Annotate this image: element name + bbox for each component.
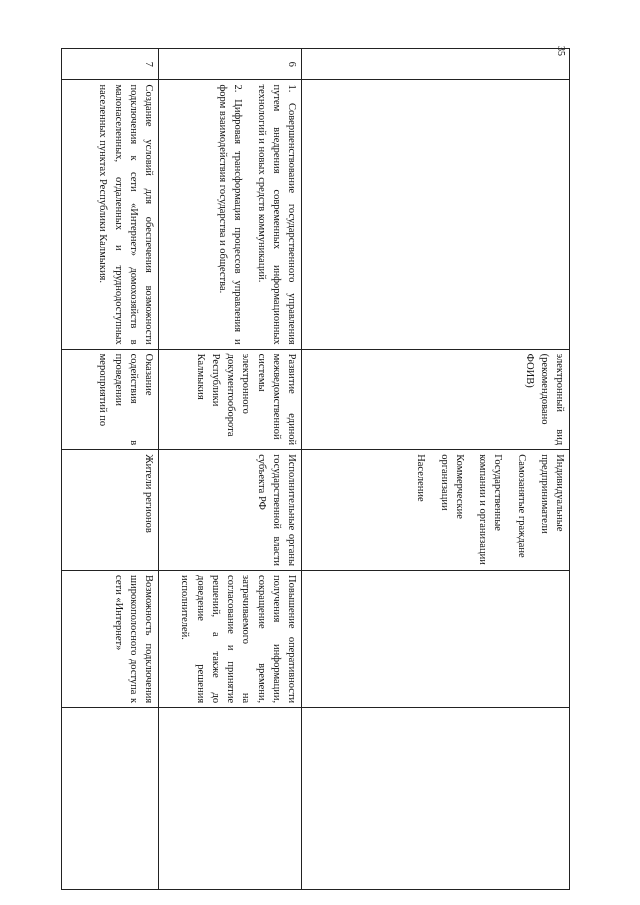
- user-entry: Коммерческие организации: [438, 454, 465, 519]
- measure-cell: Развитие единой межведомственной системы электронного документооборота Республики Калмыкия: [159, 349, 302, 450]
- user-entry: Жители регионов: [143, 454, 154, 533]
- row-number: [302, 49, 570, 80]
- users-cell: [159, 450, 302, 571]
- page-number: 35: [555, 46, 566, 56]
- effect-cell: Возможность подключения широкополосного доступа к сети «Интернет»: [62, 571, 159, 708]
- measure-cell: Оказание содействия в проведении мероприятий по: [62, 349, 159, 450]
- table-row: [62, 49, 159, 890]
- empty-cell: [302, 708, 570, 890]
- task-item: 2. Цифровая трансформация процессов управления и форм взаимодействия государства и общества.: [217, 84, 244, 345]
- user-entry: Исполнительные органы государственной власти субъекта РФ: [255, 454, 297, 567]
- empty-cell: [62, 708, 159, 890]
- empty-cell: [159, 708, 302, 890]
- measure-cell: электронный вид (рекомендовано ФОИВ): [302, 349, 570, 450]
- user-entry: Индивидуальные предприниматели: [538, 454, 565, 534]
- row-number: 7: [62, 49, 159, 80]
- tasks-cell: [62, 80, 159, 349]
- effect-cell: Повышение оперативности получения информации, сокращение времени, затрачиваемого на согласование и принятие решений, а также до доведение решения исполнителей.: [159, 571, 302, 708]
- table-row: [302, 49, 570, 890]
- user-entry: Государственные компании и организации: [477, 454, 504, 565]
- task-item: Создание условий для обеспечения возможности подключения к сети «Интернет» домохозяйств в малонаселенных, отдаленных и труднодоступных населенных пунктах Республики Калмыкия.: [97, 84, 154, 345]
- row-number: 6: [159, 49, 302, 80]
- task-item: 1. Совершенствование государственного управления путем внедрения современных информационных технологий и новых средств коммуникаций.: [255, 84, 297, 345]
- user-entry: Население: [415, 454, 427, 502]
- rotated-table-container: [50, 48, 570, 890]
- effect-cell: [302, 571, 570, 708]
- tasks-cell: [159, 80, 302, 349]
- users-cell: [62, 450, 159, 571]
- user-entry: Самозанятые граждане: [515, 454, 527, 558]
- table-row: [159, 49, 302, 890]
- measures-table: [61, 48, 570, 890]
- users-cell: [302, 450, 570, 571]
- tasks-cell: [302, 80, 570, 349]
